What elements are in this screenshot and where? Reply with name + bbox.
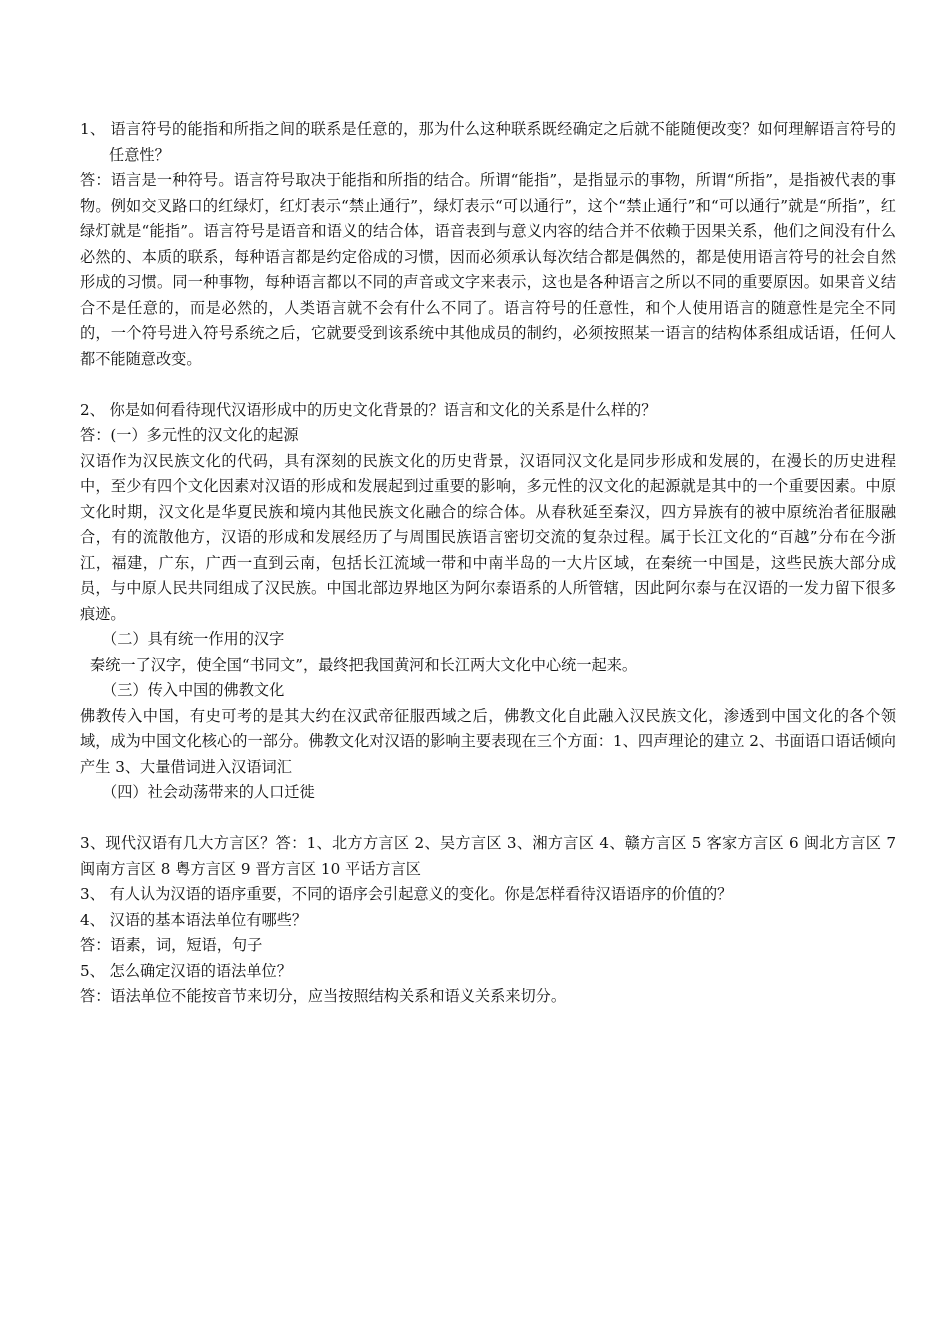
section-2-text: 秦统一了汉字，使全国“书同文”，最终把我国黄河和长江两大文化中心统一起来。 <box>90 655 638 674</box>
spacer <box>80 372 896 398</box>
spacer <box>80 806 896 832</box>
section-3-title: （三）传入中国的佛教文化 <box>102 681 285 699</box>
question-4: 4、 汉语的基本语法单位有哪些？ <box>80 910 308 929</box>
question-3-dialects: 3、现代汉语有几大方言区？答：1、北方方言区 2、吴方言区 3、湘方言区 4、赣方言区 5 客家方言区 6 闽北方言区 7 闽南方言区 8 粤方言区 9 晋方言区 10 平话方言区 <box>80 834 896 878</box>
section-3-text: 佛教传入中国，有史可考的是其大约在汉武帝征服西域之后，佛教文化自此融入汉民族文化，渗透到中国文化的各个领域，成为中国文化核心的一部分。佛教文化对汉语的影响主要表现在三个方面：1、四声理论的建立 2、书面语口语话倾向产生 3、大量借词进入汉语词汇 <box>80 706 896 776</box>
question-5: 5、 怎么确定汉语的语法单位？ <box>80 961 292 980</box>
question-3-word-order: 3、 有人认为汉语的语序重要，不同的语序会引起意义的变化。你是怎样看待汉语语序的价值的？ <box>80 885 733 903</box>
answer-2-paragraph-1: 汉语作为汉民族文化的代码，具有深刻的民族文化的历史背景，汉语同汉文化是同步形成和发展的，在漫长的历史进程中，至少有四个文化因素对汉语的形成和发展起到过重要的影响，多元性的汉文化的起源就是其中的一个重要因素。中原文化时期，汉文化是华夏民族和境内其他民族文化融合的综合体。从春秋延至秦汉，四方异族有的被中原统治者征服融合，有的流散他方，汉语的形成和发展经历了与周围民族语言密切交流的复杂过程。属于长江文化的“百越”分布在今浙江，福建，广东，广西一直到云南，包括长江流域一带和中南半岛的一大片区域，在秦统一中国是，这些民族大部分成员，与中原人民共同组成了汉民族。中国北部边界地区为阿尔泰语系的人所管辖，因此阿尔泰与在汉语的一发力留下很多痕迹。 <box>80 451 896 623</box>
section-2-title: （二）具有统一作用的汉字 <box>102 630 285 648</box>
section-4-title: （四）社会动荡带来的人口迁徙 <box>102 783 315 801</box>
question-1: 1、 语言符号的能指和所指之间的联系是任意的，那为什么这种联系既经确定之后就不能随便改变？如何理解语言符号的任意性？ <box>80 120 896 164</box>
answer-5: 答：语法单位不能按音节来切分，应当按照结构关系和语义关系来切分。 <box>80 987 566 1005</box>
answer-1: 答：语言是一种符号。语言符号取决于能指和所指的结合。所谓“能指”，是指显示的事物，所谓“所指”，是指被代表的事物。例如交叉路口的红绿灯，红灯表示“禁止通行”，绿灯表示“可以通行”，这个“禁止通行”和“可以通行”就是“所指”，红绿灯就是“能指”。语言符号是语音和语义的结合体，语音表到与意义内容的结合并不依赖于因果关系，他们之间没有什么必然的、本质的联系，每种语言都是约定俗成的习惯，因而必须承认每次结合都是偶然的，都是使用语言符号的社会自然形成的习惯。同一种事物，每种语言都以不同的声音或文字来表示，这也是各种语言之所以不同的重要原因。如果音义结合不是任意的，而是必然的，人类语言就不会有什么不同了。语言符号的任意性，和个人使用语言的随意性是完全不同的，一个符号进入符号系统之后，它就要受到该系统中其他成员的制约，必须按照某一语言的结构体系组成话语，任何人都不能随意改变。 <box>80 171 896 368</box>
question-2: 2、 你是如何看待现代汉语形成中的历史文化背景的？语言和文化的关系是什么样的？ <box>80 400 657 419</box>
answer-4: 答：语素，词，短语，句子 <box>80 936 263 954</box>
answer-2-heading: 答：(一）多元性的汉文化的起源 <box>80 426 299 444</box>
document-page <box>80 117 896 1010</box>
